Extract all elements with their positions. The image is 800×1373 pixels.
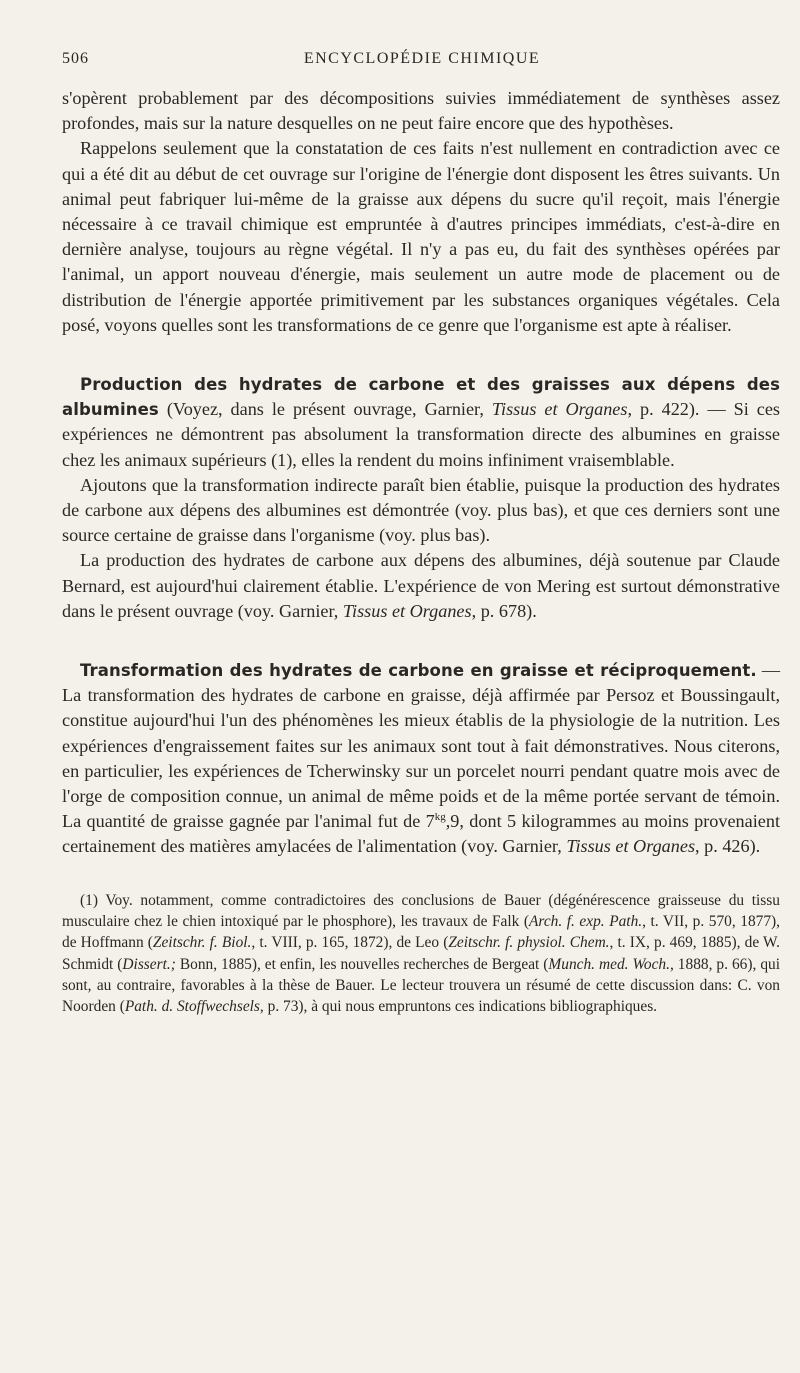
page-number: 506 <box>62 50 89 67</box>
footnote-fragment: , t. VIII, p. 165, 1872), de Leo ( <box>251 934 449 952</box>
unit-superscript: kg <box>434 811 446 824</box>
section-production <box>62 372 780 473</box>
section-production-text-b: , p. 422). — Si ces expériences ne démontrent pas absolument la transformation directe des albumines en graisse chez les animaux supérieurs (1), elles la rendent du moins infiniment vraisemblable. <box>62 399 780 470</box>
paragraph-indirect: Ajoutons que la transformation indirecte paraît bien établie, puisque la production des hydrates de carbone aux dépens des albumines est démontrée (voy. plus bas), et que ces derniers sont une source certaine de graisse dans l'organisme (voy. plus bas). <box>62 474 780 546</box>
paragraph-bernard-citation: Tissus et Organes <box>342 600 472 621</box>
section-production-citation: Tissus et Organes <box>491 399 628 420</box>
footnote-citation: Munch. med. Woch. <box>548 955 670 973</box>
footnote-citation: Zeitschr. f. Biol. <box>152 934 252 952</box>
paragraph-bernard-text-a: La production des hydrates de carbone aux dépens des albumines, déjà soutenue par Claude Bernard, est aujourd'hui clairement établie. L'expérience de von Mering est surtout démonstrative dans le présent ouvrage (voy. Garnier, <box>62 550 780 621</box>
footnote-citation: Dissert.; <box>122 955 176 973</box>
footnote <box>62 890 780 1018</box>
footnote-text <box>62 890 780 1018</box>
section-transformation <box>62 658 780 860</box>
section-heading-production: Production des hydrates de carbone et des graisses aux dépens des albumines <box>62 375 780 420</box>
footnote-fragment: , 1888, p. 66), qui sont, au contraire, favorables à la thèse de Bauer. Le lecteur trouvera un résumé de cette discussion dans: C. von Noorden ( <box>62 955 780 1016</box>
footnote-fragment: Bonn, 1885), et enfin, les nouvelles recherches de Bergeat ( <box>175 955 549 973</box>
footnote-fragment: , p. 73), à qui nous empruntons ces indications bibliographiques. <box>259 998 658 1016</box>
paragraph-continued: s'opèrent probablement par des décompositions suivies immédiatement de synthèses assez profondes, mais sur la nature desquelles on ne peut faire encore que des hypothèses. <box>62 88 780 134</box>
section-gap <box>62 624 780 658</box>
section-transformation-citation: Tissus et Organes <box>566 836 696 857</box>
section-heading-transformation: Transformation des hydrates de carbone en graisse et réciproquement. <box>80 661 757 681</box>
section-transformation-text-c: , p. 426). <box>695 836 761 857</box>
footnote-gap <box>62 860 780 890</box>
paragraph-bernard-text-b: , p. 678). <box>471 600 537 621</box>
section-gap <box>62 338 780 372</box>
section-transformation-text-b: ,9, dont 5 kilogrammes au moins provenaient certainement des matières amylacées de l'alimentation (voy. Garnier, <box>62 811 781 857</box>
page-body <box>62 86 780 1017</box>
footnote-citation: Arch. f. exp. Path. <box>529 912 643 930</box>
footnote-fragment: (1) Voy. notamment, comme contradictoires des conclusions de Bauer (dégénérescence graisseuse du tissu musculaire chez le chien intoxiqué par le phosphore), les travaux de Falk ( <box>62 891 780 930</box>
section-transformation-text-a: — La transformation des hydrates de carbone en graisse, déjà affirmée par Persoz et Boussingault, constitue aujourd'hui l'un des phénomènes les mieux établis de la physiologie de la nutrition. Les expériences d'engraissement faites sur les animaux sont tout à fait démonstratives. Nous citerons, en particulier, les expériences de Tcherwinsky sur un porcelet nourri pendant quatre mois avec de l'orge de composition connue, un animal de même poids et de la même portée servant de témoin. La quantité de graisse gagnée par l'animal fut de 7 <box>62 660 780 832</box>
footnote-fragment: , t. VII, p. 570, 1877), de Hoffmann ( <box>62 912 780 952</box>
footnote-fragment: , t. IX, p. 469, 1885), de W. Schmidt ( <box>62 934 780 973</box>
page-header <box>62 50 782 74</box>
footnote-citation: Path. d. Stoffwechsels <box>124 998 260 1016</box>
paragraph-bernard <box>62 548 780 624</box>
paragraph-energy: Rappelons seulement que la constatation de ces faits n'est nullement en contradiction avec ce qui a été dit au début de cet ouvrage sur l'origine de l'énergie dont disposent les êtres suivants. Un animal peut fabriquer lui-même de la graisse aux dépens du sucre qu'il reçoit, mais l'énergie nécessaire à ce travail chimique est empruntée à d'autres principes immédiats, c'est-à-dire en dernière analyse, toujours au règne végétal. Il n'y a pas eu, du fait des synthèses opérées par l'animal, un apport nouveau d'énergie, mais seulement un autre mode de placement ou de distribution de l'énergie apportée primitivement par les substances organiques végétales. Cela posé, voyons quelles sont les transformations de ce genre que l'organisme est apte à réaliser. <box>62 138 780 335</box>
footnote-citation: Zeitschr. f. physiol. Chem. <box>448 934 610 952</box>
running-title: ENCYCLOPÉDIE CHIMIQUE <box>303 50 541 67</box>
section-production-text-a: (Voyez, dans le présent ouvrage, Garnier, <box>166 399 492 420</box>
